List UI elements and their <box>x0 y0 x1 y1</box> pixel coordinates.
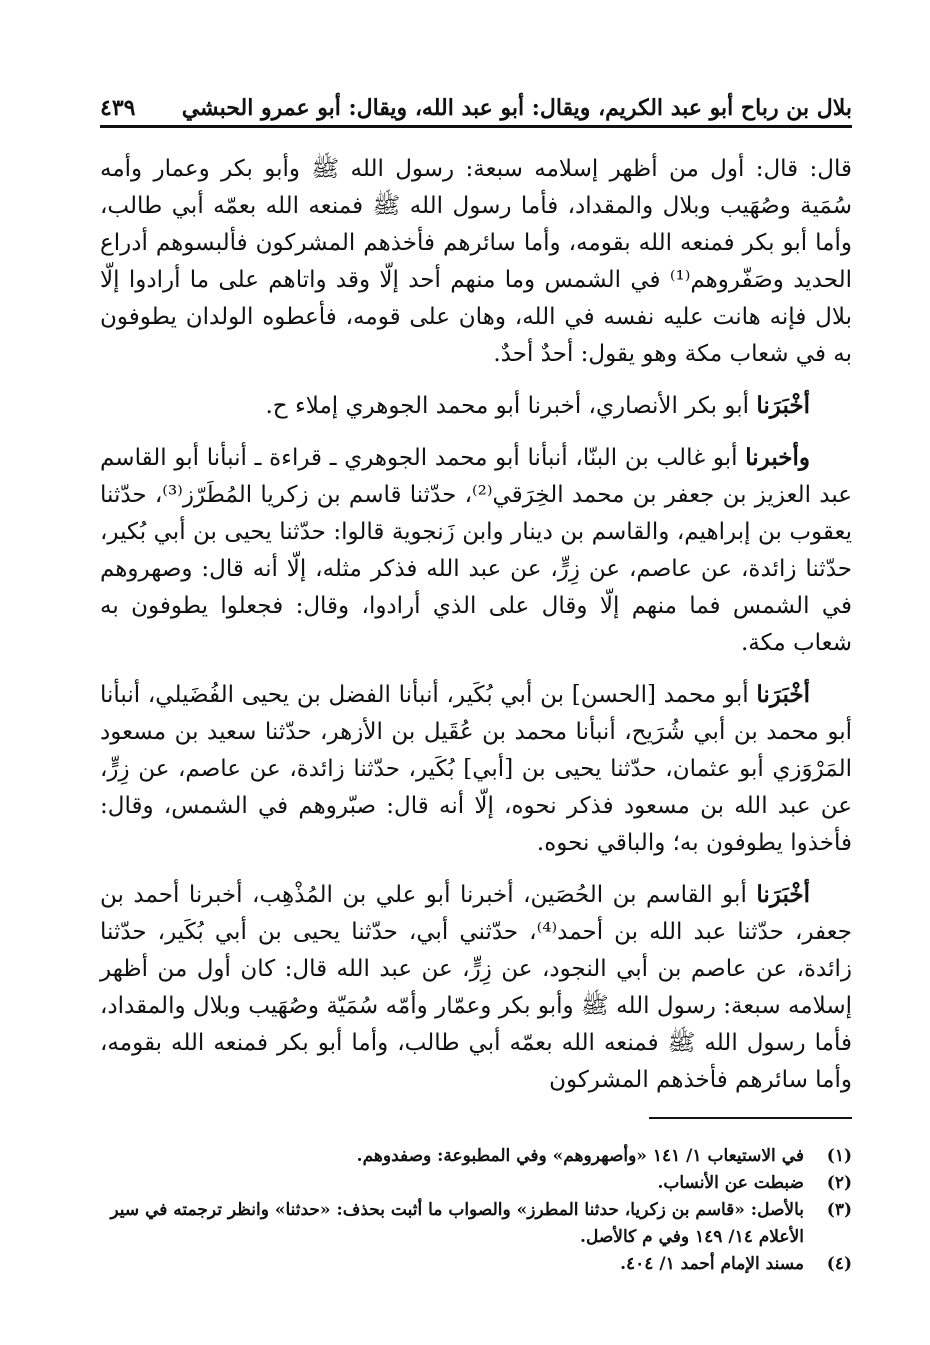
footnotes <box>100 1143 852 1278</box>
paragraph-text: أبو غالب بن البنّا، أنبأنا أبو محمد الجوهري ـ قراءة ـ أنبأنا أبو القاسم عبد العزيز بن جعفر بن محمد الخِرَقي⁽²⁾، حدّثنا قاسم بن زكريا المُطَرّز⁽³⁾، حدّثنا يعقوب بن إبراهيم، والقاسم بن دينار وابن زَنجوية قالوا: حدّثنا يحيى بن أبي بُكير، حدّثنا زائدة، عن عاصم، عن زِرٍّ، عن عبد الله فذكر مثله، إلّا أنه قال: وصهروهم في الشمس فما منهم إلّا وقال على الذي أرادوا، وقال: فجعلوا يطوفون به شعاب مكة. <box>100 445 852 656</box>
footnote-number: (٣) <box>826 1200 852 1220</box>
footnote-text: بالأصل: «قاسم بن زكريا، حدثنا المطرز» والصواب ما أثبت بحذف: «حدثنا» وانظر ترجمته في سير الأعلام ١٤/ ١٤٩ وفي م كالأصل. <box>110 1200 804 1247</box>
paragraph-lead: وأخبرنا <box>745 444 810 471</box>
footnote <box>100 1143 852 1170</box>
header-title: بلال بن رباح أبو عبد الكريم، ويقال: أبو عبد الله، ويقال: أبو عمرو الحبشي <box>181 95 852 121</box>
page-number: ٤٣٩ <box>100 95 136 121</box>
footnote-number: (٢) <box>826 1173 852 1193</box>
paragraph <box>100 439 852 662</box>
footnote-text: ضبطت عن الأنساب. <box>657 1173 804 1193</box>
paragraph <box>100 876 852 1099</box>
footnote <box>100 1197 852 1251</box>
footnote-separator <box>649 1117 852 1119</box>
paragraph-text: أبو القاسم بن الحُصَين، أخبرنا أبو علي بن المُذْهِب، أخبرنا أحمد بن جعفر، حدّثنا عبد الله بن أحمد⁽⁴⁾، حدّثني أبي، حدّثنا يحيى بن أبي بُكَير، حدّثنا زائدة، عن عاصم بن أبي النجود، عن زِرٍّ، عن عبد الله قال: كان أول من أظهر إسلامه سبعة: رسول الله ﷺ وأبو بكر وعمّار وأمّه سُمَيّة وصُهَيب وبلال والمقداد، فأما رسول الله ﷺ فمنعه الله بعمّه أبي طالب، وأما أبو بكر فمنعه الله بقومه، وأما سائرهم فأخذهم المشركون <box>100 882 852 1093</box>
paragraph-lead: أخْبَرَنا <box>756 881 810 908</box>
paragraph-lead: أخْبَرَنا <box>756 392 810 419</box>
footnote <box>100 1251 852 1278</box>
paragraph-text: قال: قال: أول من أظهر إسلامه سبعة: رسول الله ﷺ وأبو بكر وعمار وأمه سُمَية وصُهَيب وبلال والمقداد، فأما رسول الله ﷺ فمنعه الله بعمّه أبي طالب، وأما أبو بكر فمنعه الله بقومه، وأما سائرهم فأخذهم المشركون فألبسوهم أدراع الحديد وصَفّروهم⁽¹⁾ في الشمس وما منهم أحد إلّا وقد واتاهم على ما أرادوا إلّا بلال فإنه هانت عليه نفسه في الله، وهان على قومه، فأعطوه الولدان يطوفون به في شعاب مكة وهو يقول: أحدٌ أحدٌ. <box>100 156 852 367</box>
paragraph-lead: أخْبَرَنا <box>756 681 810 708</box>
footnote-number: (١) <box>826 1146 852 1166</box>
footnote-number: (٤) <box>826 1254 852 1274</box>
footnote-text: في الاستيعاب ١/ ١٤١ «وأصهروهم» وفي المطبوعة: وصفدوهم. <box>356 1146 804 1166</box>
paragraph-text: أبو بكر الأنصاري، أخبرنا أبو محمد الجوهري إملاء ح. <box>265 393 757 419</box>
paragraph <box>100 150 852 373</box>
paragraph <box>100 387 852 425</box>
paragraph <box>100 676 852 862</box>
footnote <box>100 1170 852 1197</box>
paragraph-text: أبو محمد [الحسن] بن أبي بُكَير، أنبأنا الفضل بن يحيى الفُضَيلي، أنبأنا أبو محمد بن أبي شُرَيح، أنبأنا محمد بن عُقَيل بن الأزهر، حدّثنا سعيد بن مسعود المَرْوَزي أبو عثمان، حدّثنا يحيى بن [أبي] بُكَير، حدّثنا زائدة، عن عاصم، عن زِرٍّ، عن عبد الله بن مسعود فذكر نحوه، إلّا أنه قال: صبّروهم في الشمس، وقال: فأخذوا يطوفون به؛ والباقي نحوه. <box>100 682 852 856</box>
main-text <box>100 150 852 1113</box>
running-header <box>100 84 852 128</box>
footnote-text: مسند الإمام أحمد ١/ ٤٠٤. <box>620 1254 804 1274</box>
